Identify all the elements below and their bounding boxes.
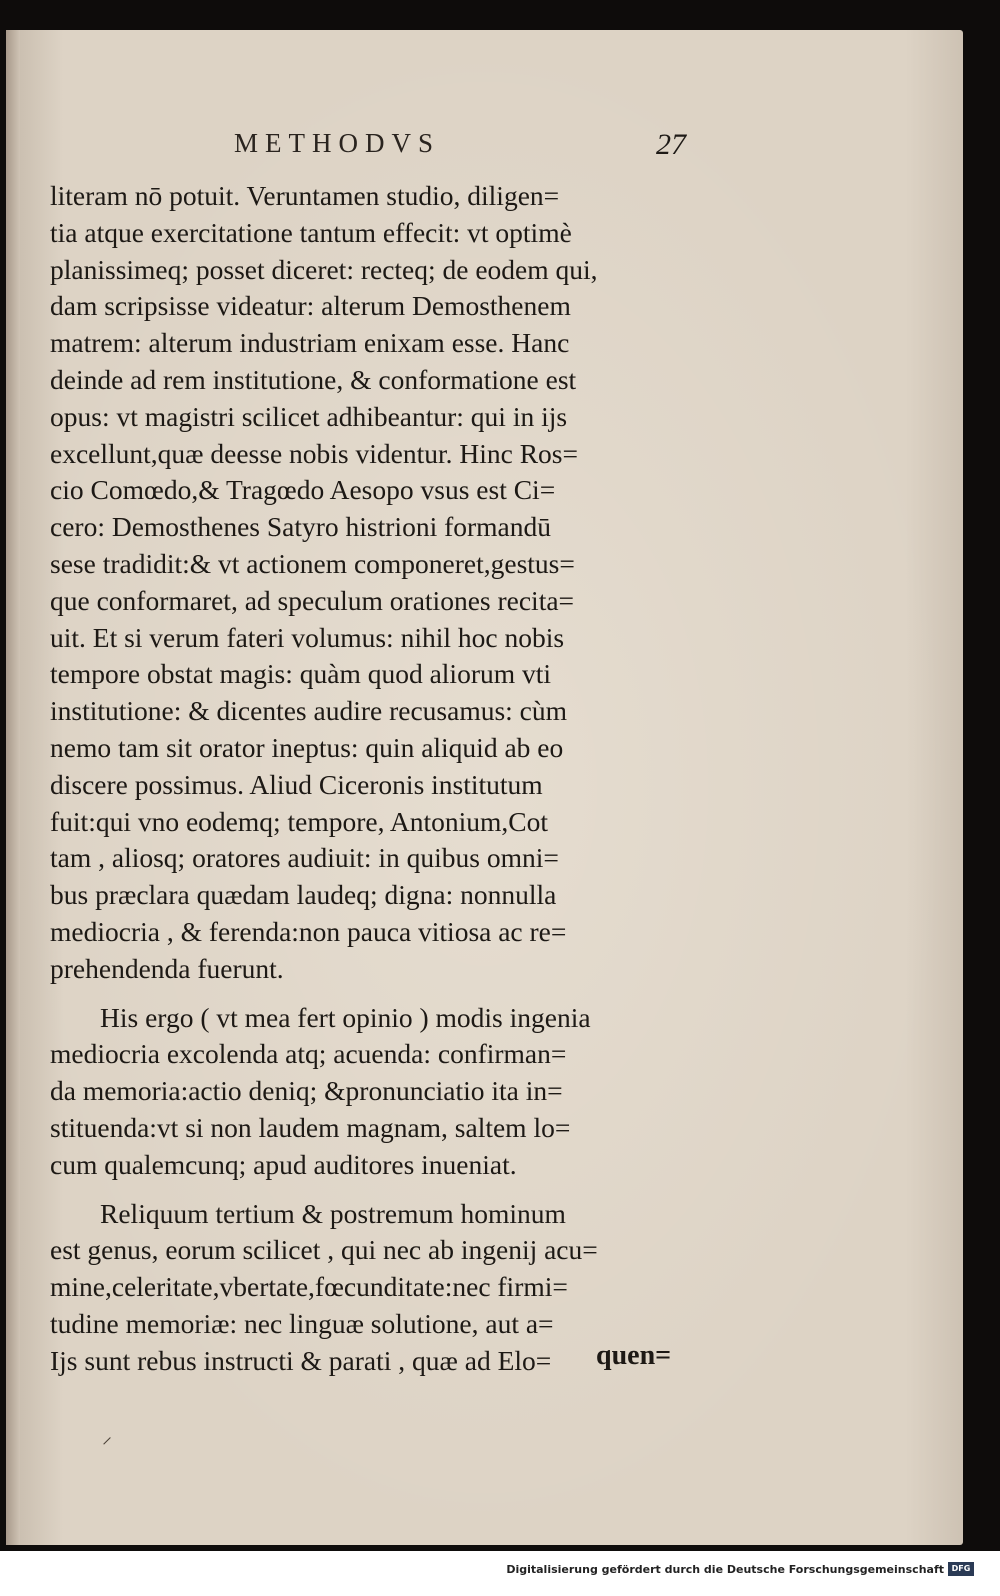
text-line: sese tradidit:& vt actionem componeret,gestus= bbox=[50, 547, 575, 579]
page-gutter-shadow bbox=[6, 30, 20, 1545]
text-line: stituenda:vt si non laudem magnam, saltem lo= bbox=[50, 1111, 571, 1143]
catchword: quen= bbox=[596, 1340, 672, 1371]
text-line: tia atque exercitatione tantum effecit: vt optimè bbox=[50, 216, 572, 248]
text-line: cero: Demosthenes Satyro histrioni formandū bbox=[50, 511, 552, 543]
text-line: fuit:qui vno eodemq; tempore, Antonium,Cot bbox=[50, 805, 549, 837]
text-line: mediocria , & ferenda:non pauca vitiosa ac re= bbox=[50, 915, 567, 947]
text-line: est genus, eorum scilicet , qui nec ab ingenij acu= bbox=[50, 1234, 598, 1266]
ink-mark: ⸝ bbox=[102, 1424, 112, 1448]
text-line: tempore obstat magis: quàm quod aliorum vti bbox=[50, 658, 552, 690]
text-line: cio Comœdo,& Tragœdo Aesopo vsus est Ci= bbox=[50, 474, 556, 506]
text-line: dam scripsisse videatur: alterum Demosthenem bbox=[50, 290, 571, 322]
text-line: deinde ad rem institutione, & conformatione est bbox=[50, 363, 577, 395]
paragraph-2 bbox=[50, 1000, 730, 1184]
funding-credit: Digitalisierung gefördert durch die Deutsche Forschungsgemeinschaft bbox=[506, 1563, 944, 1576]
book-page bbox=[6, 30, 963, 1545]
text-line: mediocria excolenda atq; acuenda: confirman= bbox=[50, 1038, 567, 1070]
page-number: 27 bbox=[656, 128, 686, 161]
text-line: nemo tam sit orator ineptus: quin aliquid ab eo bbox=[50, 731, 564, 763]
text-line: mine,celeritate,vbertate,fœcunditate:nec firmi= bbox=[50, 1271, 568, 1303]
text-line: His ergo ( vt mea fert opinio ) modis ingenia bbox=[100, 1001, 591, 1033]
text-line: bus præclara quædam laudeq; digna: nonnulla bbox=[50, 879, 557, 911]
text-line: tam , aliosq; oratores audiuit: in quibus omni= bbox=[50, 842, 559, 874]
text-line: institutione: & dicentes audire recusamus: cùm bbox=[50, 695, 568, 727]
text-line: planissimeq; posset diceret: recteq; de eodem qui, bbox=[50, 253, 598, 285]
page-header bbox=[6, 128, 963, 168]
paragraph-1 bbox=[50, 178, 730, 988]
dfg-logo-icon: DFG bbox=[948, 1562, 974, 1576]
text-line: cum qualemcunq; apud auditores inueniat. bbox=[50, 1148, 517, 1180]
text-line: Ijs sunt rebus instructi & parati , quæ ad Elo= bbox=[50, 1344, 552, 1376]
text-line: matrem: alterum industriam enixam esse. Hanc bbox=[50, 327, 570, 359]
text-line: Reliquum tertium & postremum hominum bbox=[100, 1197, 566, 1229]
text-line: da memoria:actio deniq; &pronunciatio ita in= bbox=[50, 1075, 563, 1107]
text-line: prehendenda fuerunt. bbox=[50, 952, 284, 984]
text-line: tudine memoriæ: nec linguæ solutione, aut a= bbox=[50, 1307, 554, 1339]
text-line: discere possimus. Aliud Ciceronis institutum bbox=[50, 768, 543, 800]
text-line: que conformaret, ad speculum orationes recita= bbox=[50, 584, 575, 616]
text-line: excellunt,quæ deesse nobis videntur. Hinc Ros= bbox=[50, 437, 579, 469]
text-line: literam nō potuit. Veruntamen studio, diligen= bbox=[50, 180, 560, 211]
text-line: uit. Et si verum fateri volumus: nihil hoc nobis bbox=[50, 621, 565, 653]
text-line: opus: vt magistri scilicet adhibeantur: qui in ijs bbox=[50, 400, 568, 432]
running-head: METHODVS bbox=[234, 128, 441, 158]
digitization-footer bbox=[0, 1551, 1000, 1596]
body-text bbox=[50, 178, 730, 1380]
